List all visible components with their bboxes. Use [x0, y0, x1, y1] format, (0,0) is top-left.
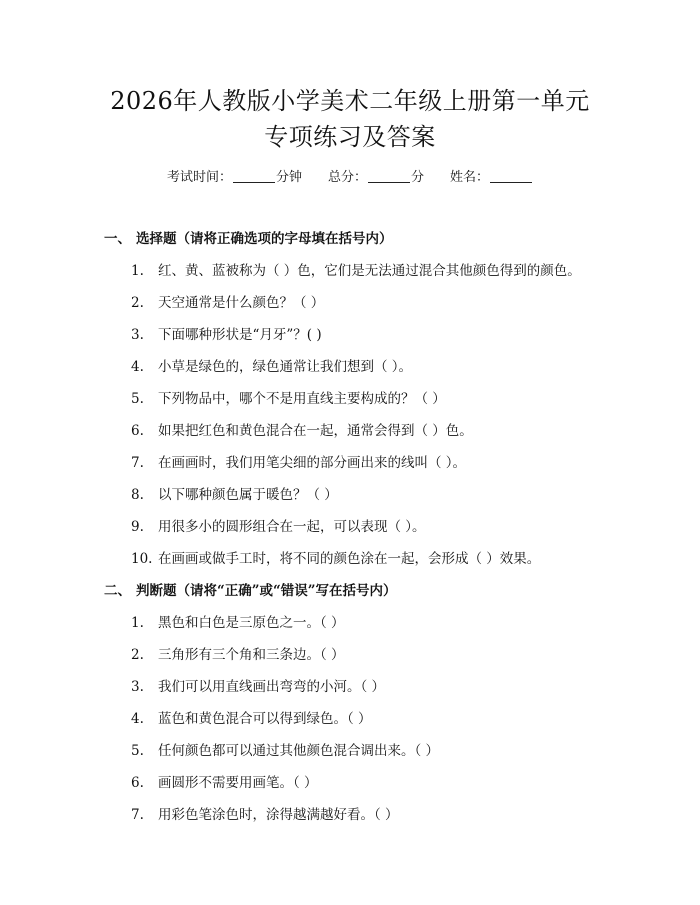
student-name-label: 姓名： — [450, 170, 490, 185]
question-number: 9. — [131, 519, 144, 535]
question-text: 我们可以用直线画出弯弯的小河。（ ） — [158, 679, 386, 695]
question-text: 画圆形不需要用画笔。（ ） — [158, 775, 318, 791]
question-item — [131, 326, 322, 344]
question-number: 3. — [131, 679, 144, 695]
question-item — [131, 678, 385, 696]
question-number: 1. — [131, 615, 144, 631]
question-item — [131, 614, 345, 632]
question-text: 在画画或做手工时，将不同的颜色涂在一起，会形成（ ）效果。 — [158, 551, 541, 567]
question-item — [131, 550, 540, 568]
total-score-unit: 分 — [411, 170, 425, 185]
question-number: 3. — [131, 327, 144, 343]
question-item — [131, 294, 324, 312]
section-title: 判断题（请将“正确”或“错误”写在括号内） — [136, 583, 397, 599]
question-number: 7. — [131, 807, 144, 823]
question-text: 用彩色笔涂色时，涂得越满越好看。（ ） — [158, 807, 399, 823]
question-number: 1. — [131, 263, 144, 279]
page-title-line-1: 2026年人教版小学美术二年级上册第一单元 — [110, 87, 590, 115]
question-number: 4. — [131, 359, 144, 375]
question-item — [131, 774, 318, 792]
exam-time-blank — [233, 168, 275, 183]
exam-time-unit: 分钟 — [275, 170, 302, 185]
question-text: 以下哪种颜色属于暖色？（ ） — [158, 487, 338, 503]
question-number: 10. — [131, 551, 153, 567]
total-score-blank — [368, 168, 410, 183]
question-text: 天空通常是什么颜色？（ ） — [158, 295, 325, 311]
question-number: 5. — [131, 391, 144, 407]
section-heading-true-false — [104, 582, 397, 600]
question-item — [131, 646, 345, 664]
question-text: 在画画时，我们用笔尖细的部分画出来的线叫（ ）。 — [158, 455, 467, 471]
question-text: 黑色和白色是三原色之一。（ ） — [158, 615, 345, 631]
question-number: 2. — [131, 295, 144, 311]
question-item — [131, 454, 466, 472]
question-number: 8. — [131, 487, 144, 503]
question-item — [131, 806, 399, 824]
question-item — [131, 358, 412, 376]
section-heading-multiple-choice — [104, 230, 393, 248]
question-number: 6. — [131, 775, 144, 791]
question-text: 用很多小的圆形组合在一起，可以表现（ ）。 — [158, 519, 426, 535]
question-text: 小草是绿色的，绿色通常让我们想到（ ）。 — [158, 359, 413, 375]
question-number: 4. — [131, 711, 144, 727]
page-title-line-2: 专项练习及答案 — [264, 123, 436, 151]
question-number: 5. — [131, 743, 144, 759]
question-item — [131, 422, 473, 440]
question-item — [131, 486, 338, 504]
section-number: 二、 — [104, 583, 131, 599]
question-text: 下列物品中，哪个不是用直线主要构成的？（ ） — [158, 391, 446, 407]
exam-meta-line — [0, 168, 700, 187]
question-item — [131, 742, 439, 760]
section-title: 选择题（请将正确选项的字母填在括号内） — [136, 231, 393, 247]
question-text: 如果把红色和黄色混合在一起，通常会得到（ ）色。 — [158, 423, 473, 439]
exam-time-label: 考试时间： — [166, 170, 232, 185]
question-text: 任何颜色都可以通过其他颜色混合调出来。（ ） — [158, 743, 440, 759]
student-name-blank — [490, 168, 532, 183]
question-text: 下面哪种形状是“月牙”？( ) — [158, 327, 322, 343]
question-text: 三角形有三个角和三条边。（ ） — [158, 647, 345, 663]
section-number: 一、 — [104, 231, 131, 247]
question-item — [131, 262, 581, 280]
question-item — [131, 710, 372, 728]
question-item — [131, 390, 446, 408]
question-text: 蓝色和黄色混合可以得到绿色。（ ） — [158, 711, 372, 727]
question-item — [131, 518, 426, 536]
question-number: 6. — [131, 423, 144, 439]
total-score-label: 总分： — [327, 170, 367, 185]
question-number: 2. — [131, 647, 144, 663]
question-number: 7. — [131, 455, 144, 471]
question-text: 红、黄、蓝被称为（ ）色，它们是无法通过混合其他颜色得到的颜色。 — [158, 263, 581, 279]
